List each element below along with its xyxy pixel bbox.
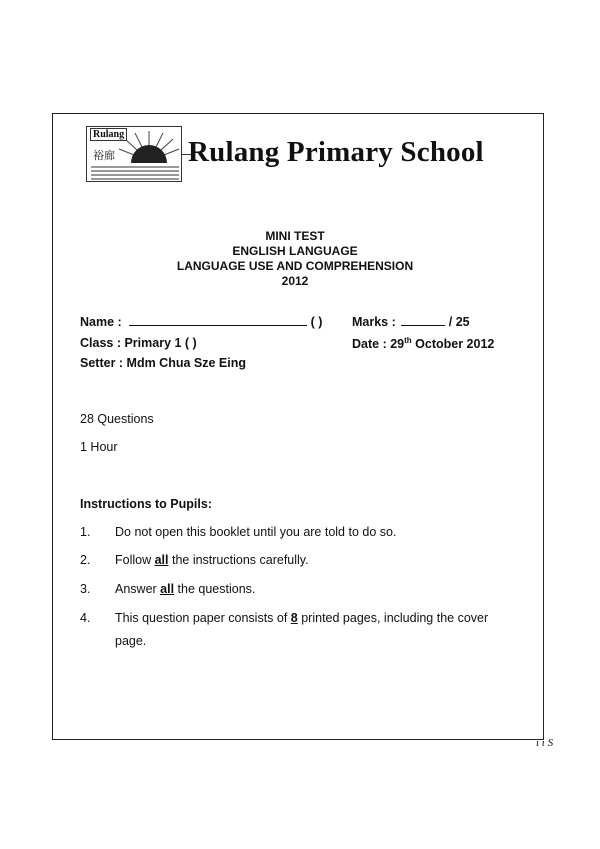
date-value: October 2012 <box>411 337 495 352</box>
instruction-emphasis: all <box>160 582 175 596</box>
instruction-text-part: Answer <box>115 582 161 596</box>
register-bracket: ( ) <box>310 315 323 329</box>
date-field <box>352 336 494 351</box>
instruction-number: 3. <box>80 582 91 596</box>
school-name: Rulang Primary School <box>188 136 484 168</box>
school-logo <box>86 126 182 182</box>
name-label: Name : <box>80 315 122 329</box>
instruction-emphasis: all <box>154 553 169 567</box>
marks-field <box>352 315 470 329</box>
setter-field: Setter : Mdm Chua Sze Eing <box>80 356 246 370</box>
duration: 1 Hour <box>80 440 118 454</box>
instruction-continuation: page. <box>115 634 147 648</box>
question-count: 28 Questions <box>80 412 154 426</box>
svg-text:裕廊: 裕廊 <box>93 149 115 162</box>
logo-wordmark: Rulang <box>90 128 127 141</box>
instruction-text: Do not open this booklet until you are told to do so. <box>115 525 397 539</box>
page-mark: ι ι S <box>536 737 554 749</box>
year: 2012 <box>281 274 309 288</box>
instruction-text-part: This question paper consists of <box>115 611 291 625</box>
marks-total: / 25 <box>448 315 470 329</box>
test-title-block <box>0 229 600 289</box>
paper-title: LANGUAGE USE AND COMPREHENSION <box>176 259 414 273</box>
instruction-text <box>115 553 309 567</box>
test-type: MINI TEST <box>265 229 325 243</box>
instruction-number: 4. <box>80 611 91 625</box>
instruction-text-part: Follow <box>115 553 155 567</box>
date-label: Date : 29 <box>352 337 405 352</box>
instruction-text-part: printed pages, including the cover <box>297 611 489 625</box>
instruction-number: 2. <box>80 553 91 567</box>
instruction-number: 1. <box>80 525 91 539</box>
instruction-text-part: the questions. <box>174 582 256 596</box>
marks-label: Marks : <box>352 315 396 329</box>
subject: ENGLISH LANGUAGE <box>232 244 358 258</box>
instruction-text-part: the instructions carefully. <box>168 553 309 567</box>
instruction-text <box>115 582 255 596</box>
instructions-heading: Instructions to Pupils: <box>80 497 212 511</box>
instruction-emphasis: 8 <box>290 611 298 625</box>
date-ordinal: th <box>404 336 412 345</box>
instruction-text <box>115 611 488 625</box>
class-field: Class : Primary 1 ( ) <box>80 336 197 350</box>
marks-blank <box>401 325 445 326</box>
name-field <box>80 315 322 329</box>
name-blank <box>129 325 307 326</box>
